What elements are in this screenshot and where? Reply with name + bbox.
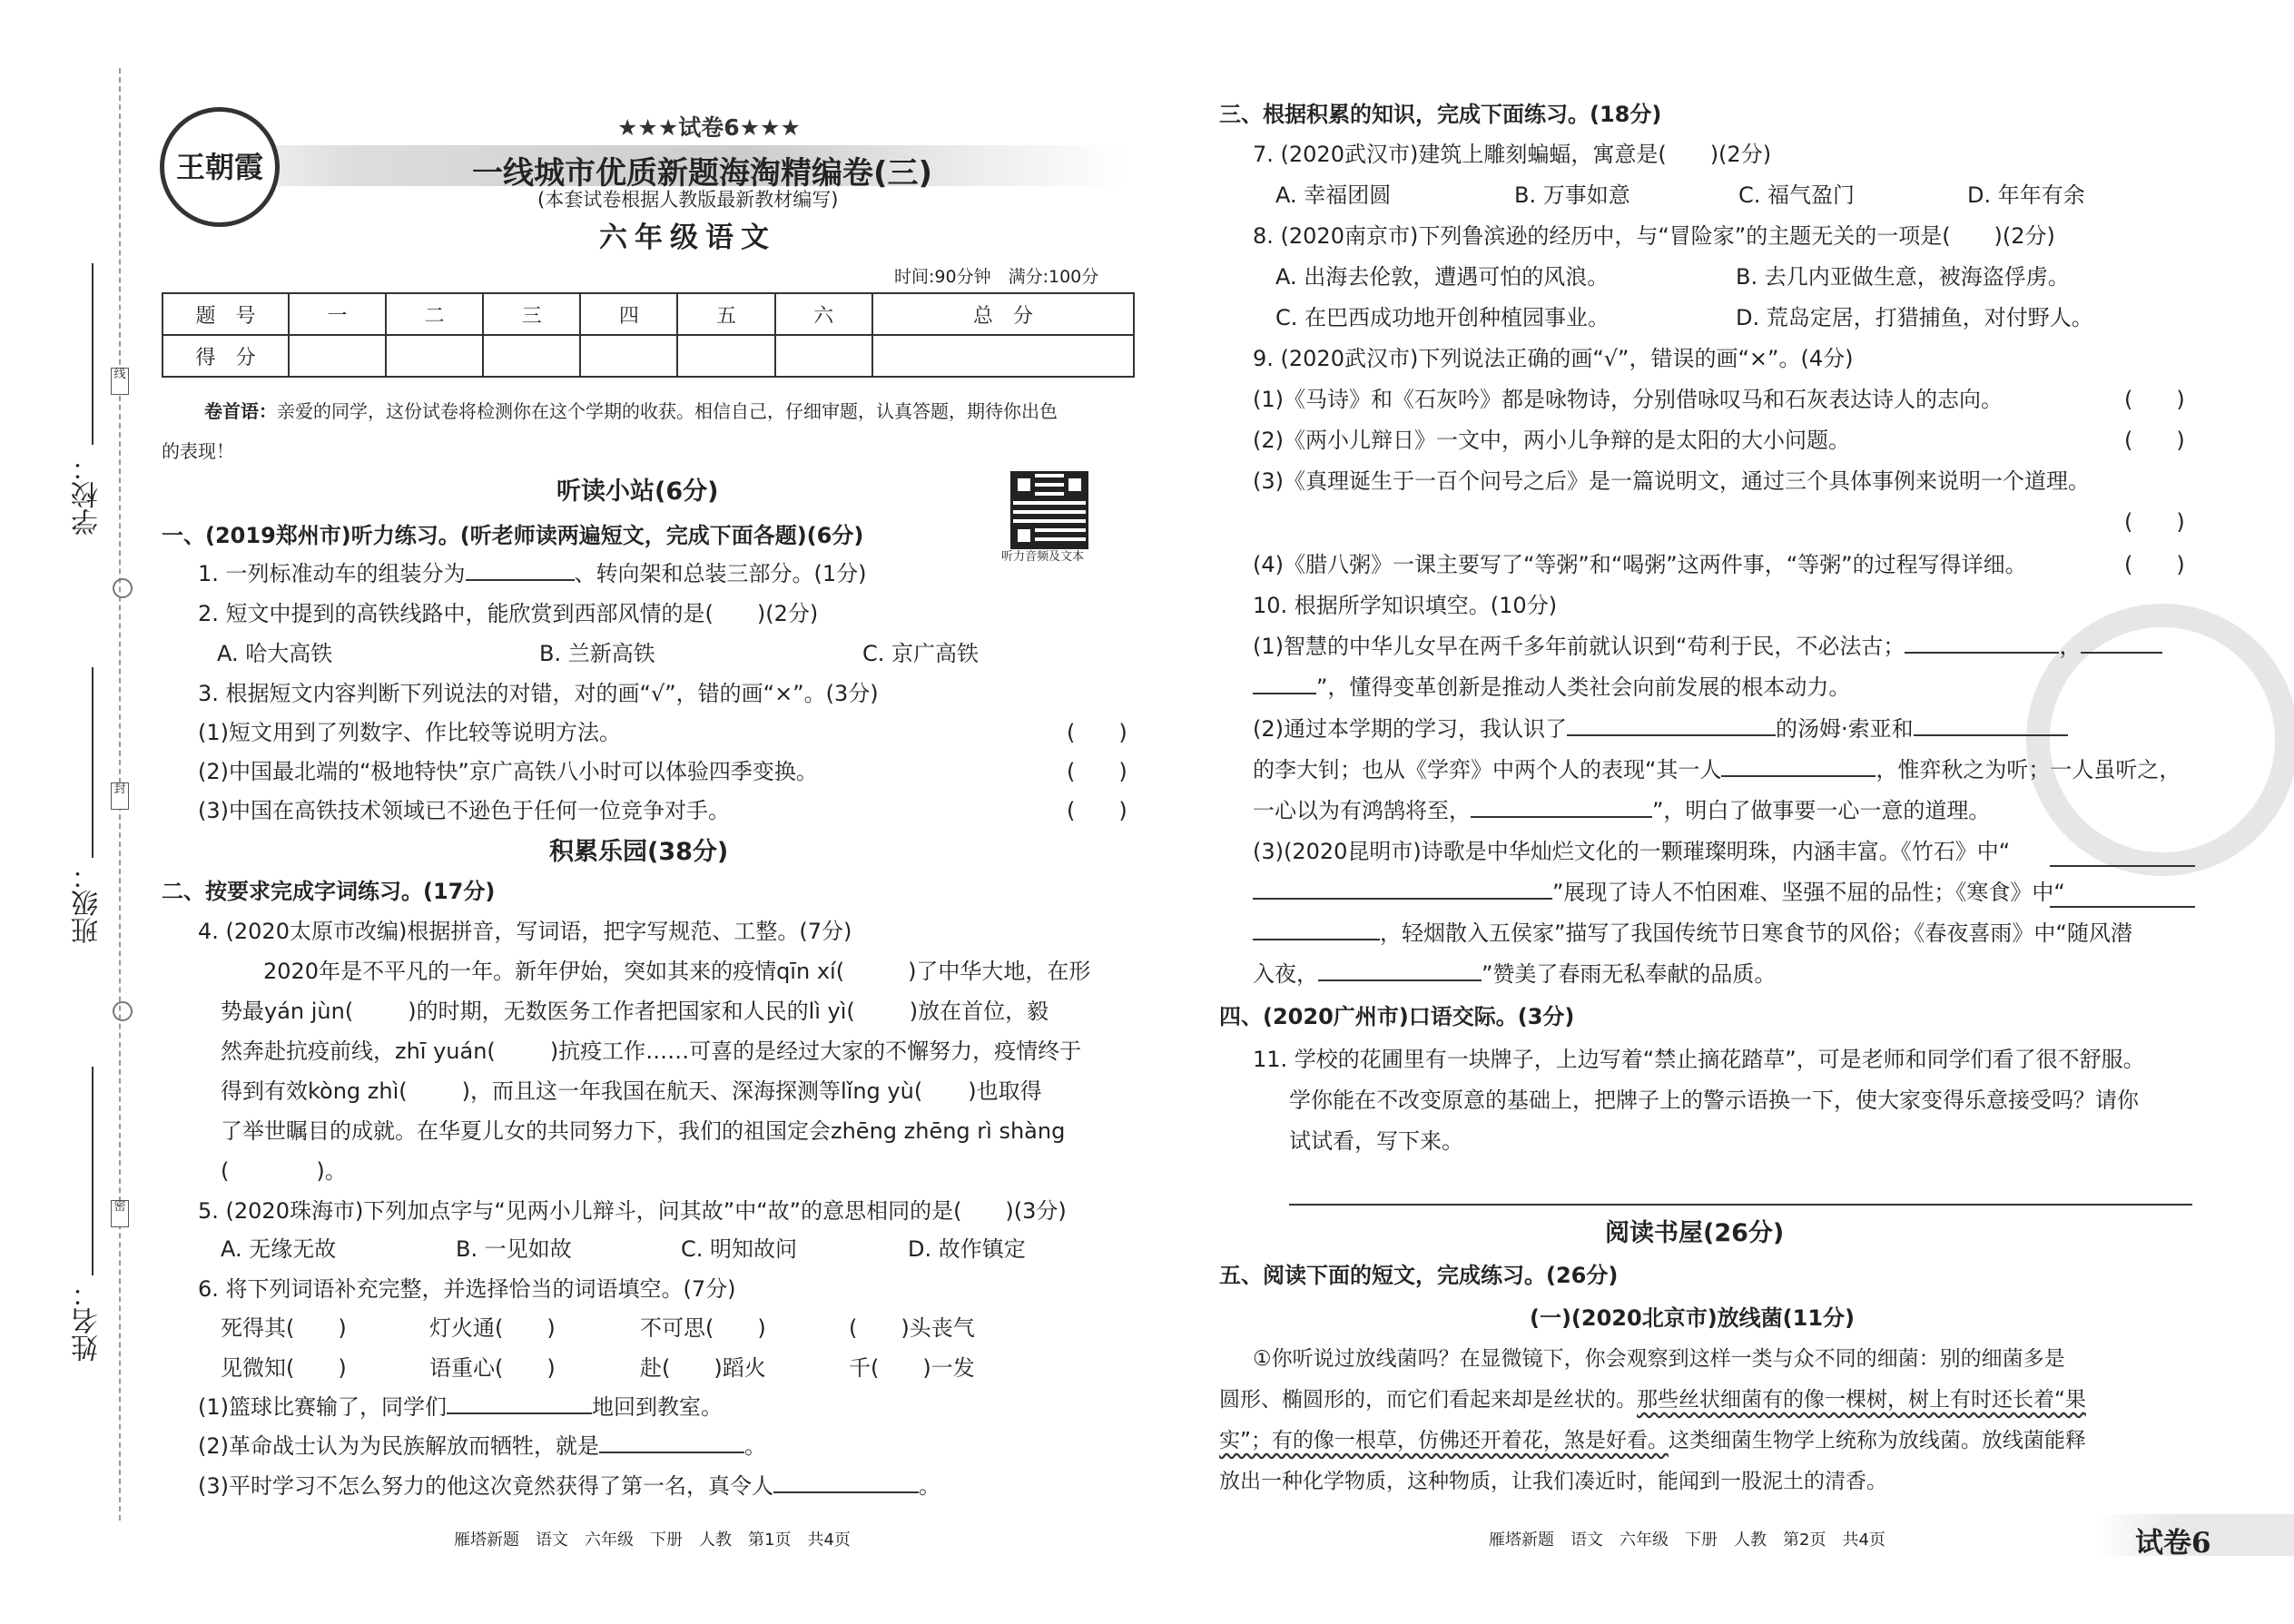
school-line bbox=[92, 263, 94, 445]
q10-line-6: (3)(2020昆明市)诗歌是中华灿烂文化的一颗璀璨明珠，内涵丰富。《竹石》中“ bbox=[1253, 839, 2011, 864]
exam-note: (本套试卷根据人教版最新教材编写) bbox=[537, 189, 839, 211]
paper-series-label: ★★★试卷6★★★ bbox=[617, 114, 801, 141]
q10-text: ，惟弈秋之为听；一人虽听之， bbox=[1876, 757, 2181, 782]
listening-heading: 听读小站(6分) bbox=[556, 477, 719, 506]
option-b: B. 兰新高铁 bbox=[539, 641, 655, 666]
reading-heading: 阅读书屋(26分) bbox=[1605, 1219, 1785, 1247]
answer-blank[interactable] bbox=[599, 1452, 744, 1453]
qr-caption: 听力音频及文本 bbox=[1001, 550, 1085, 564]
q4-text: )放在首位，毅 bbox=[909, 999, 1049, 1024]
qr-code-icon bbox=[1010, 471, 1088, 549]
option-a: A. 出海去伦敦，遭遇可怕的风浪。 bbox=[1275, 264, 1610, 290]
question-1-2: 2. 短文中提到的高铁线路中，能欣赏到西部风情的是( )(2分) bbox=[198, 601, 819, 626]
score-input[interactable] bbox=[386, 335, 483, 377]
fill-sentence-1 bbox=[198, 1396, 723, 1418]
idiom-item: ( )头丧气 bbox=[849, 1315, 975, 1341]
q11-line-3: 试试看，写下来。 bbox=[1289, 1128, 1463, 1154]
fill-text: (2)革命战士认为为民族解放而牺牲，就是 bbox=[198, 1433, 599, 1459]
q10-text: ， bbox=[2059, 634, 2082, 659]
idiom-item: 见微知( ) bbox=[221, 1355, 347, 1381]
judge-item: (2)《两小儿辩日》一文中，两小儿争辩的是太阳的大小问题。 bbox=[1253, 428, 1850, 453]
option-b: B. 一见如故 bbox=[456, 1236, 572, 1262]
passage-line-2 bbox=[1219, 1390, 2086, 1411]
passage-line-1: ①你听说过放线菌吗？在显微镜下，你会观察到这样一类与众不同的细菌：别的细菌多是 bbox=[1253, 1347, 2065, 1371]
option-c: C. 明知故问 bbox=[681, 1236, 798, 1262]
score-input[interactable] bbox=[289, 335, 386, 377]
question-9: 9. (2020武汉市)下列说法正确的画“√”，错误的画“×”。(4分) bbox=[1253, 346, 1854, 371]
idiom-item: 语重心( ) bbox=[429, 1355, 556, 1381]
q4-line-6[interactable]: ( )。 bbox=[221, 1158, 347, 1184]
q10-text: (1)智慧的中华儿女早在两千多年前就认识到“苟利于民，不必法古； bbox=[1253, 634, 1905, 659]
score-cell: 总 分 bbox=[872, 293, 1134, 335]
section-5-title: 五、阅读下面的短文，完成练习。(26分) bbox=[1219, 1263, 1619, 1288]
q4-line-3 bbox=[221, 1040, 1081, 1062]
q10-line-1 bbox=[1253, 635, 2162, 657]
q10-line-5 bbox=[1253, 800, 1990, 822]
option-b: B. 万事如意 bbox=[1514, 182, 1630, 208]
answer-blank[interactable] bbox=[1905, 652, 2059, 654]
score-cell: 题 号 bbox=[162, 293, 289, 335]
paper-label: 试卷6 bbox=[2135, 1527, 2211, 1560]
answer-line[interactable] bbox=[2050, 865, 2195, 867]
question-1-1 bbox=[198, 563, 867, 585]
school-label: 学校： bbox=[72, 454, 103, 536]
q1-text-b: 、转向架和总装三部分。(1分) bbox=[574, 561, 867, 586]
answer-blank[interactable] bbox=[1471, 816, 1652, 818]
q4-text: )，而且这一年我国在航天、深海探测等lǐng yù( bbox=[461, 1078, 923, 1104]
option-c: C. 在巴西成功地开创种植园事业。 bbox=[1275, 305, 1610, 330]
judge-paren[interactable]: ( ) bbox=[1067, 759, 1127, 784]
q10-text: 一心以为有鸿鹄将至， bbox=[1253, 798, 1471, 823]
passage-text: 圆形、椭圆形的，而它们看起来却是丝状的。 bbox=[1219, 1388, 1637, 1412]
score-cell: 四 bbox=[580, 293, 677, 335]
q4-text: )了中华大地，在形 bbox=[908, 959, 1091, 984]
q10-line-3 bbox=[1253, 718, 2068, 740]
q4-text: 势最yán jùn( bbox=[221, 999, 354, 1024]
fold-mark-mi: 密 bbox=[111, 1200, 129, 1227]
passage-text: 这类细菌生物学上统称为放线菌。放线菌能释 bbox=[1668, 1429, 2086, 1452]
answer-line[interactable] bbox=[1289, 1204, 2192, 1206]
answer-blank[interactable] bbox=[2081, 652, 2162, 654]
q4-text: 得到有效kòng zhì( bbox=[221, 1078, 408, 1104]
fill-text: 。 bbox=[744, 1433, 766, 1459]
passage-underlined: 实”；有的像一根草，仿佛还开着花，煞是好看。 bbox=[1219, 1429, 1669, 1452]
answer-blank[interactable] bbox=[1253, 939, 1380, 940]
score-cell: 一 bbox=[289, 293, 386, 335]
judge-paren[interactable]: ( ) bbox=[1067, 720, 1127, 745]
q10-text: 的李大钊；也从《学弈》中两个人的表现“其一人 bbox=[1253, 757, 1722, 782]
fill-text: 。 bbox=[919, 1473, 940, 1499]
idiom-item: 赴( )蹈火 bbox=[640, 1355, 766, 1381]
judge-item: (4)《腊八粥》一课主要写了“等粥”和“喝粥”这两件事，“等粥”的过程写得详细。 bbox=[1253, 552, 2027, 577]
name-label: 姓名： bbox=[72, 1280, 103, 1362]
question-4: 4. (2020太原市改编)根据拼音，写词语，把字写规范、工整。(7分) bbox=[198, 919, 852, 944]
circle-mark-icon bbox=[113, 1001, 133, 1021]
judge-paren[interactable]: ( ) bbox=[2124, 428, 2185, 453]
passage-underlined: 那些丝状细菌有的像一棵树，树上有时还长着“果 bbox=[1637, 1388, 2086, 1412]
option-d: D. 荒岛定居，打猎捕鱼，对付野人。 bbox=[1736, 305, 2093, 330]
fill-text: 地回到教室。 bbox=[592, 1394, 723, 1420]
footer-left: 雁塔新题 语文 六年级 下册 人教 第1页 共4页 bbox=[454, 1530, 851, 1550]
judge-item: (1)短文用到了列数字、作比较等说明方法。 bbox=[198, 720, 621, 745]
q10-text: ”，懂得变革创新是推动人类社会向前发展的根本动力。 bbox=[1316, 674, 1851, 700]
section-4-title: 四、(2020广州市)口语交际。(3分) bbox=[1219, 1004, 1575, 1029]
question-6: 6. 将下列词语补充完整，并选择恰当的词语填空。(7分) bbox=[198, 1276, 736, 1302]
intro-text: 亲爱的同学，这份试卷将检测你在这个学期的收获。相信自己，仔细审题，认真答题，期待你出色 bbox=[277, 400, 1058, 422]
judge-paren[interactable]: ( ) bbox=[2124, 387, 2185, 412]
q4-text: 然奔赴抗疫前线，zhī yuán( bbox=[221, 1038, 496, 1064]
passage-line-4: 放出一种化学物质，这种物质，让我们凑近时，能闻到一股泥土的清香。 bbox=[1219, 1470, 1887, 1493]
question-7: 7. (2020武汉市)建筑上雕刻蝙蝠，寓意是( )(2分) bbox=[1253, 142, 1772, 167]
option-d: D. 故作镇定 bbox=[908, 1236, 1026, 1262]
passage-line-3 bbox=[1219, 1431, 2086, 1452]
idiom-item: 死得其( ) bbox=[221, 1315, 347, 1341]
score-cell: 三 bbox=[483, 293, 580, 335]
time-score: 时间:90分钟 满分:100分 bbox=[894, 267, 1099, 287]
score-table-row bbox=[162, 335, 1134, 377]
option-c: C. 福气盈门 bbox=[1738, 182, 1856, 208]
answer-blank[interactable] bbox=[447, 1412, 592, 1414]
judge-paren[interactable]: ( ) bbox=[1067, 798, 1127, 823]
option-a: A. 幸福团圆 bbox=[1275, 182, 1392, 208]
answer-blank[interactable] bbox=[1318, 979, 1482, 981]
intro-line-2: 的表现！ bbox=[162, 440, 234, 462]
q1-text-a: 1. 一列标准动车的组装分为 bbox=[198, 561, 466, 586]
q10-line-7 bbox=[1253, 881, 2065, 903]
q10-line-2 bbox=[1253, 676, 1850, 698]
fill-text: (1)篮球比赛输了，同学们 bbox=[198, 1394, 447, 1420]
q11-line-1: 11. 学校的花圃里有一块牌子，上边写着“禁止摘花踏草”，可是老师和同学们看了很不舒服。 bbox=[1253, 1047, 2145, 1072]
q4-text: )抗疫工作……可喜的是经过大家的不懈努力，疫情终于 bbox=[549, 1038, 1082, 1064]
q10-text: ”展现了诗人不怕困难、坚强不屈的品性；《寒食》中“ bbox=[1552, 880, 2065, 905]
idiom-item: 灯火通( ) bbox=[429, 1315, 556, 1341]
idiom-item: 不可思( ) bbox=[640, 1315, 766, 1341]
intro-line-1 bbox=[204, 402, 1058, 420]
section-3-title: 三、根据积累的知识，完成下面练习。(18分) bbox=[1219, 102, 1662, 127]
q10-text: ”赞美了春雨无私奉献的品质。 bbox=[1482, 961, 1777, 987]
exam-title: 一线城市优质新题海淘精编卷(三) bbox=[472, 155, 933, 192]
q4-text: 2020年是不平凡的一年。新年伊始，突如其来的疫情qīn xí( bbox=[263, 959, 845, 984]
score-cell: 二 bbox=[386, 293, 483, 335]
fill-text: (3)平时学习不怎么努力的他这次竟然获得了第一名，真令人 bbox=[198, 1473, 773, 1499]
q11-line-2: 学你能在不改变原意的基础上，把牌子上的警示语换一下，使大家变得乐意接受吗？请你 bbox=[1289, 1088, 2139, 1113]
idiom-item: 千( )一发 bbox=[849, 1355, 975, 1381]
question-8: 8. (2020南京市)下列鲁滨逊的经历中，与“冒险家”的主题无关的一项是( )(2分) bbox=[1253, 223, 2055, 249]
answer-blank[interactable] bbox=[1253, 898, 1552, 900]
score-table-row bbox=[162, 293, 1134, 335]
q4-line-2 bbox=[221, 1000, 1049, 1022]
score-cell: 六 bbox=[775, 293, 872, 335]
judge-item: (1)《马诗》和《石灰吟》都是咏物诗，分别借咏叹马和石灰表达诗人的志向。 bbox=[1253, 387, 2003, 412]
exam-subject: 六年级语文 bbox=[599, 221, 776, 254]
score-cell: 得 分 bbox=[162, 335, 289, 377]
judge-paren[interactable]: ( ) bbox=[2124, 552, 2185, 577]
q10-line-9 bbox=[1253, 963, 1776, 985]
fold-mark-xian: 线 bbox=[111, 368, 129, 395]
answer-blank[interactable] bbox=[1253, 693, 1316, 694]
answer-blank[interactable] bbox=[1914, 734, 2068, 736]
score-input[interactable] bbox=[483, 335, 580, 377]
q4-line-5: 了举世瞩目的成就。在华夏儿女的共同努力下，我们的祖国定会zhēng zhēng rì shàng bbox=[221, 1118, 1066, 1144]
option-d: D. 年年有余 bbox=[1967, 182, 2085, 208]
intro-lead: 卷首语： bbox=[204, 400, 277, 422]
class-label: 班级： bbox=[72, 862, 103, 944]
q10-line-8 bbox=[1253, 922, 2132, 944]
name-line bbox=[92, 1067, 94, 1275]
logo-text: 王朝霞 bbox=[175, 150, 263, 184]
score-cell: 五 bbox=[677, 293, 774, 335]
answer-blank[interactable] bbox=[1721, 775, 1876, 777]
judge-item: (3)《真理诞生于一百个问号之后》是一篇说明文，通过三个具体事例来说明一个道理。 bbox=[1253, 468, 2090, 494]
footer-right: 雁塔新题 语文 六年级 下册 人教 第2页 共4页 bbox=[1489, 1530, 1885, 1550]
q4-text: )也取得 bbox=[968, 1078, 1042, 1104]
class-line bbox=[92, 667, 94, 858]
fold-mark-feng: 封 bbox=[111, 782, 129, 810]
judge-item: (2)中国最北端的“极地特快”京广高铁八小时可以体验四季变换。 bbox=[198, 759, 818, 784]
judge-item: (3)中国在高铁技术领域已不逊色于任何一位竞争对手。 bbox=[198, 798, 730, 823]
q10-text: 入夜， bbox=[1253, 961, 1318, 987]
section-2-title: 二、按要求完成字词练习。(17分) bbox=[162, 879, 496, 904]
fill-sentence-2 bbox=[198, 1435, 766, 1457]
option-a: A. 哈大高铁 bbox=[217, 641, 333, 666]
accum-heading: 积累乐园(38分) bbox=[549, 838, 729, 866]
question-10: 10. 根据所学知识填空。(10分) bbox=[1253, 593, 1558, 618]
answer-blank[interactable] bbox=[773, 1491, 919, 1493]
publisher-logo bbox=[160, 107, 280, 227]
score-input[interactable] bbox=[580, 335, 677, 377]
fill-sentence-3 bbox=[198, 1475, 940, 1497]
q10-line-4 bbox=[1253, 759, 2181, 781]
q10-text: (2)通过本学期的学习，我认识了 bbox=[1253, 716, 1567, 742]
answer-line[interactable] bbox=[2050, 906, 2195, 908]
q4-line-1 bbox=[263, 960, 1090, 982]
q4-line-4 bbox=[221, 1080, 1042, 1102]
judge-paren[interactable]: ( ) bbox=[2124, 509, 2185, 535]
question-5: 5. (2020珠海市)下列加点字与“见两小儿辩斗，问其故”中“故”的意思相同的是( )(3分) bbox=[198, 1198, 1067, 1224]
option-c: C. 京广高铁 bbox=[862, 641, 980, 666]
score-input[interactable] bbox=[677, 335, 774, 377]
option-a: A. 无缘无故 bbox=[221, 1236, 337, 1262]
question-1-3: 3. 根据短文内容判断下列说法的对错，对的画“√”，错的画“×”。(3分) bbox=[198, 681, 879, 706]
q4-text: )的时期，无数医务工作者把国家和人民的lì yì( bbox=[408, 999, 855, 1024]
q10-text: 的汤姆·索亚和 bbox=[1776, 716, 1914, 742]
answer-blank[interactable] bbox=[1567, 734, 1776, 736]
circle-mark-icon bbox=[113, 578, 133, 598]
score-input[interactable] bbox=[775, 335, 872, 377]
question-1-title: 一、(2019郑州市)听力练习。(听老师读两遍短文，完成下面各题)(6分) bbox=[162, 523, 864, 548]
score-input[interactable] bbox=[872, 335, 1134, 377]
option-b: B. 去几内亚做生意，被海盗俘虏。 bbox=[1736, 264, 2070, 290]
q10-text: ”，明白了做事要一心一意的道理。 bbox=[1652, 798, 1991, 823]
passage-title: (一)(2020北京市)放线菌(11分) bbox=[1530, 1305, 1856, 1331]
q10-text: ，轻烟散入五侯家”描写了我国传统节日寒食节的风俗；《春夜喜雨》中“随风潜 bbox=[1380, 920, 2132, 946]
answer-blank[interactable] bbox=[466, 579, 575, 581]
score-table bbox=[162, 292, 1135, 378]
